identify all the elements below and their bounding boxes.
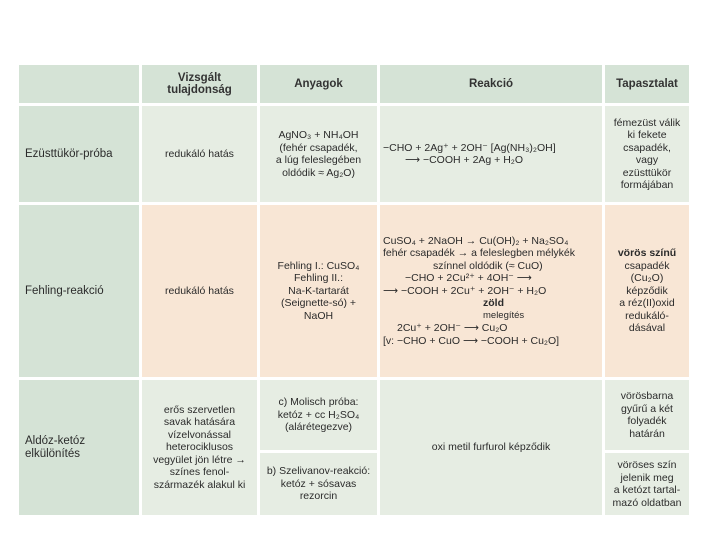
observation-line: mazó oldatban [612, 496, 682, 509]
observation-line: képződik [626, 284, 668, 297]
header-observation: Tapasztalat [605, 65, 689, 103]
observation-line: folyadék [627, 415, 667, 427]
materials-line: Fehling I.: CuSO₄ [277, 259, 360, 272]
observation-cell [605, 205, 689, 377]
observation-line: a ketózt tartal- [613, 484, 681, 496]
property-line: vegyület jön létre → [153, 453, 246, 466]
materials-cell-b [260, 453, 377, 515]
observation-line: ki fekete [627, 129, 667, 141]
materials-line: ketóz + cc H₂SO₄ [277, 408, 360, 421]
comparison-table [16, 62, 692, 518]
observation-cell [605, 106, 689, 202]
row-name: Fehling-reakció [19, 205, 139, 377]
materials-line: (fehér csapadék, [279, 141, 358, 154]
observation-line: határán [629, 427, 665, 440]
reaction-cell: oxi metil furfurol képződik [380, 380, 602, 515]
reaction-line: CuSO₄ + 2NaOH → Cu(OH)₂ + Na₂SO₄ [383, 234, 569, 247]
property-line: savak hatására [163, 416, 236, 429]
header-corner [19, 65, 139, 103]
reaction-line: −CHO + 2Cu²⁺ + 4OH⁻ ⟶ [405, 272, 532, 285]
property-cell: redukáló hatás [142, 205, 257, 377]
observation-line: vörösbarna [620, 390, 674, 402]
property-line: heterociklusos [165, 441, 234, 454]
observation-line: redukáló- [625, 309, 669, 322]
observation-line: ezüsttükör [622, 166, 672, 179]
row-name: Aldóz-ketóz elkülönítés [19, 380, 139, 515]
materials-line: ketóz + sósavas [280, 477, 357, 490]
materials-line: NaOH [303, 309, 334, 322]
observation-line: formájában [620, 179, 674, 191]
property-line: vízelvonással [167, 428, 232, 441]
header-row [19, 65, 689, 103]
reaction-line: 2Cu⁺ + 2OH⁻ ⟶ Cu₂O [397, 322, 508, 335]
materials-line: AgNO₃ + NH₄OH [278, 129, 359, 141]
materials-line: a lúg feleslegében [275, 154, 362, 166]
materials-cell [260, 106, 377, 202]
observation-line: csapadék, [623, 141, 671, 154]
property-cell [142, 380, 257, 515]
observation-line: (Cu₂O) [630, 272, 664, 285]
row-silver-mirror [19, 106, 689, 202]
reaction-line: zöld [483, 297, 504, 310]
property-line: színes fenol- [169, 466, 230, 479]
row-name: Ezüsttükör-próba [19, 106, 139, 202]
reaction-line: fehér csapadék → a feleslegben mélykék [383, 247, 576, 260]
materials-line: Na-K-tartarát [288, 284, 349, 297]
materials-line: c) Molisch próba: [278, 396, 359, 409]
reaction-line: ⟶ −COOH + 2Ag + H₂O [405, 154, 524, 166]
observation-cell-a [605, 380, 689, 450]
observation-line: vöröses szín [617, 459, 677, 471]
materials-line: (alárétegezve) [284, 421, 353, 434]
reaction-line: színnel oldódik (≈ CuO) [433, 259, 543, 272]
reaction-line: −CHO + 2Ag⁺ + 2OH⁻ [Ag(NH₃)₂OH] [383, 141, 556, 154]
materials-line: oldódik ≈ Ag₂O) [282, 166, 355, 179]
reaction-cell [380, 205, 602, 377]
reaction-line: ⟶ −COOH + 2Cu⁺ + 2OH⁻ + H₂O [383, 284, 547, 297]
observation-line: gyűrű a két [621, 402, 673, 415]
materials-line: rezorcin [299, 490, 338, 503]
observation-line: vörös színű [617, 247, 677, 260]
property-line: erős szervetlen [163, 403, 236, 416]
property-cell: redukáló hatás [142, 106, 257, 202]
reaction-line: melegítés [483, 309, 525, 321]
observation-line: fémezüst válik [613, 116, 681, 129]
observation-line: csapadék [624, 259, 670, 272]
header-materials: Anyagok [260, 65, 377, 103]
materials-cell [260, 205, 377, 377]
header-reaction: Reakció [380, 65, 602, 103]
reaction-cell [380, 106, 602, 202]
row-fehling [19, 205, 689, 377]
observation-cell-b [605, 453, 689, 515]
observation-line: dásával [628, 322, 666, 335]
observation-line: jelenik meg [620, 471, 674, 484]
header-property: Vizsgált tulajdonság [142, 65, 257, 103]
observation-line: vagy [635, 154, 659, 166]
observation-line: a réz(II)oxid [619, 297, 675, 310]
materials-cell-a [260, 380, 377, 450]
property-line: származék alakul ki [153, 478, 246, 491]
row-aldose-ketose [19, 380, 689, 450]
materials-line: (Seignette-só) + [281, 297, 356, 310]
reaction-line: [v: −CHO + CuO ⟶ −COOH + Cu₂O] [383, 334, 560, 347]
materials-line: b) Szelivanov-reakció: [266, 465, 371, 478]
materials-line: Fehling II.: [293, 272, 344, 285]
